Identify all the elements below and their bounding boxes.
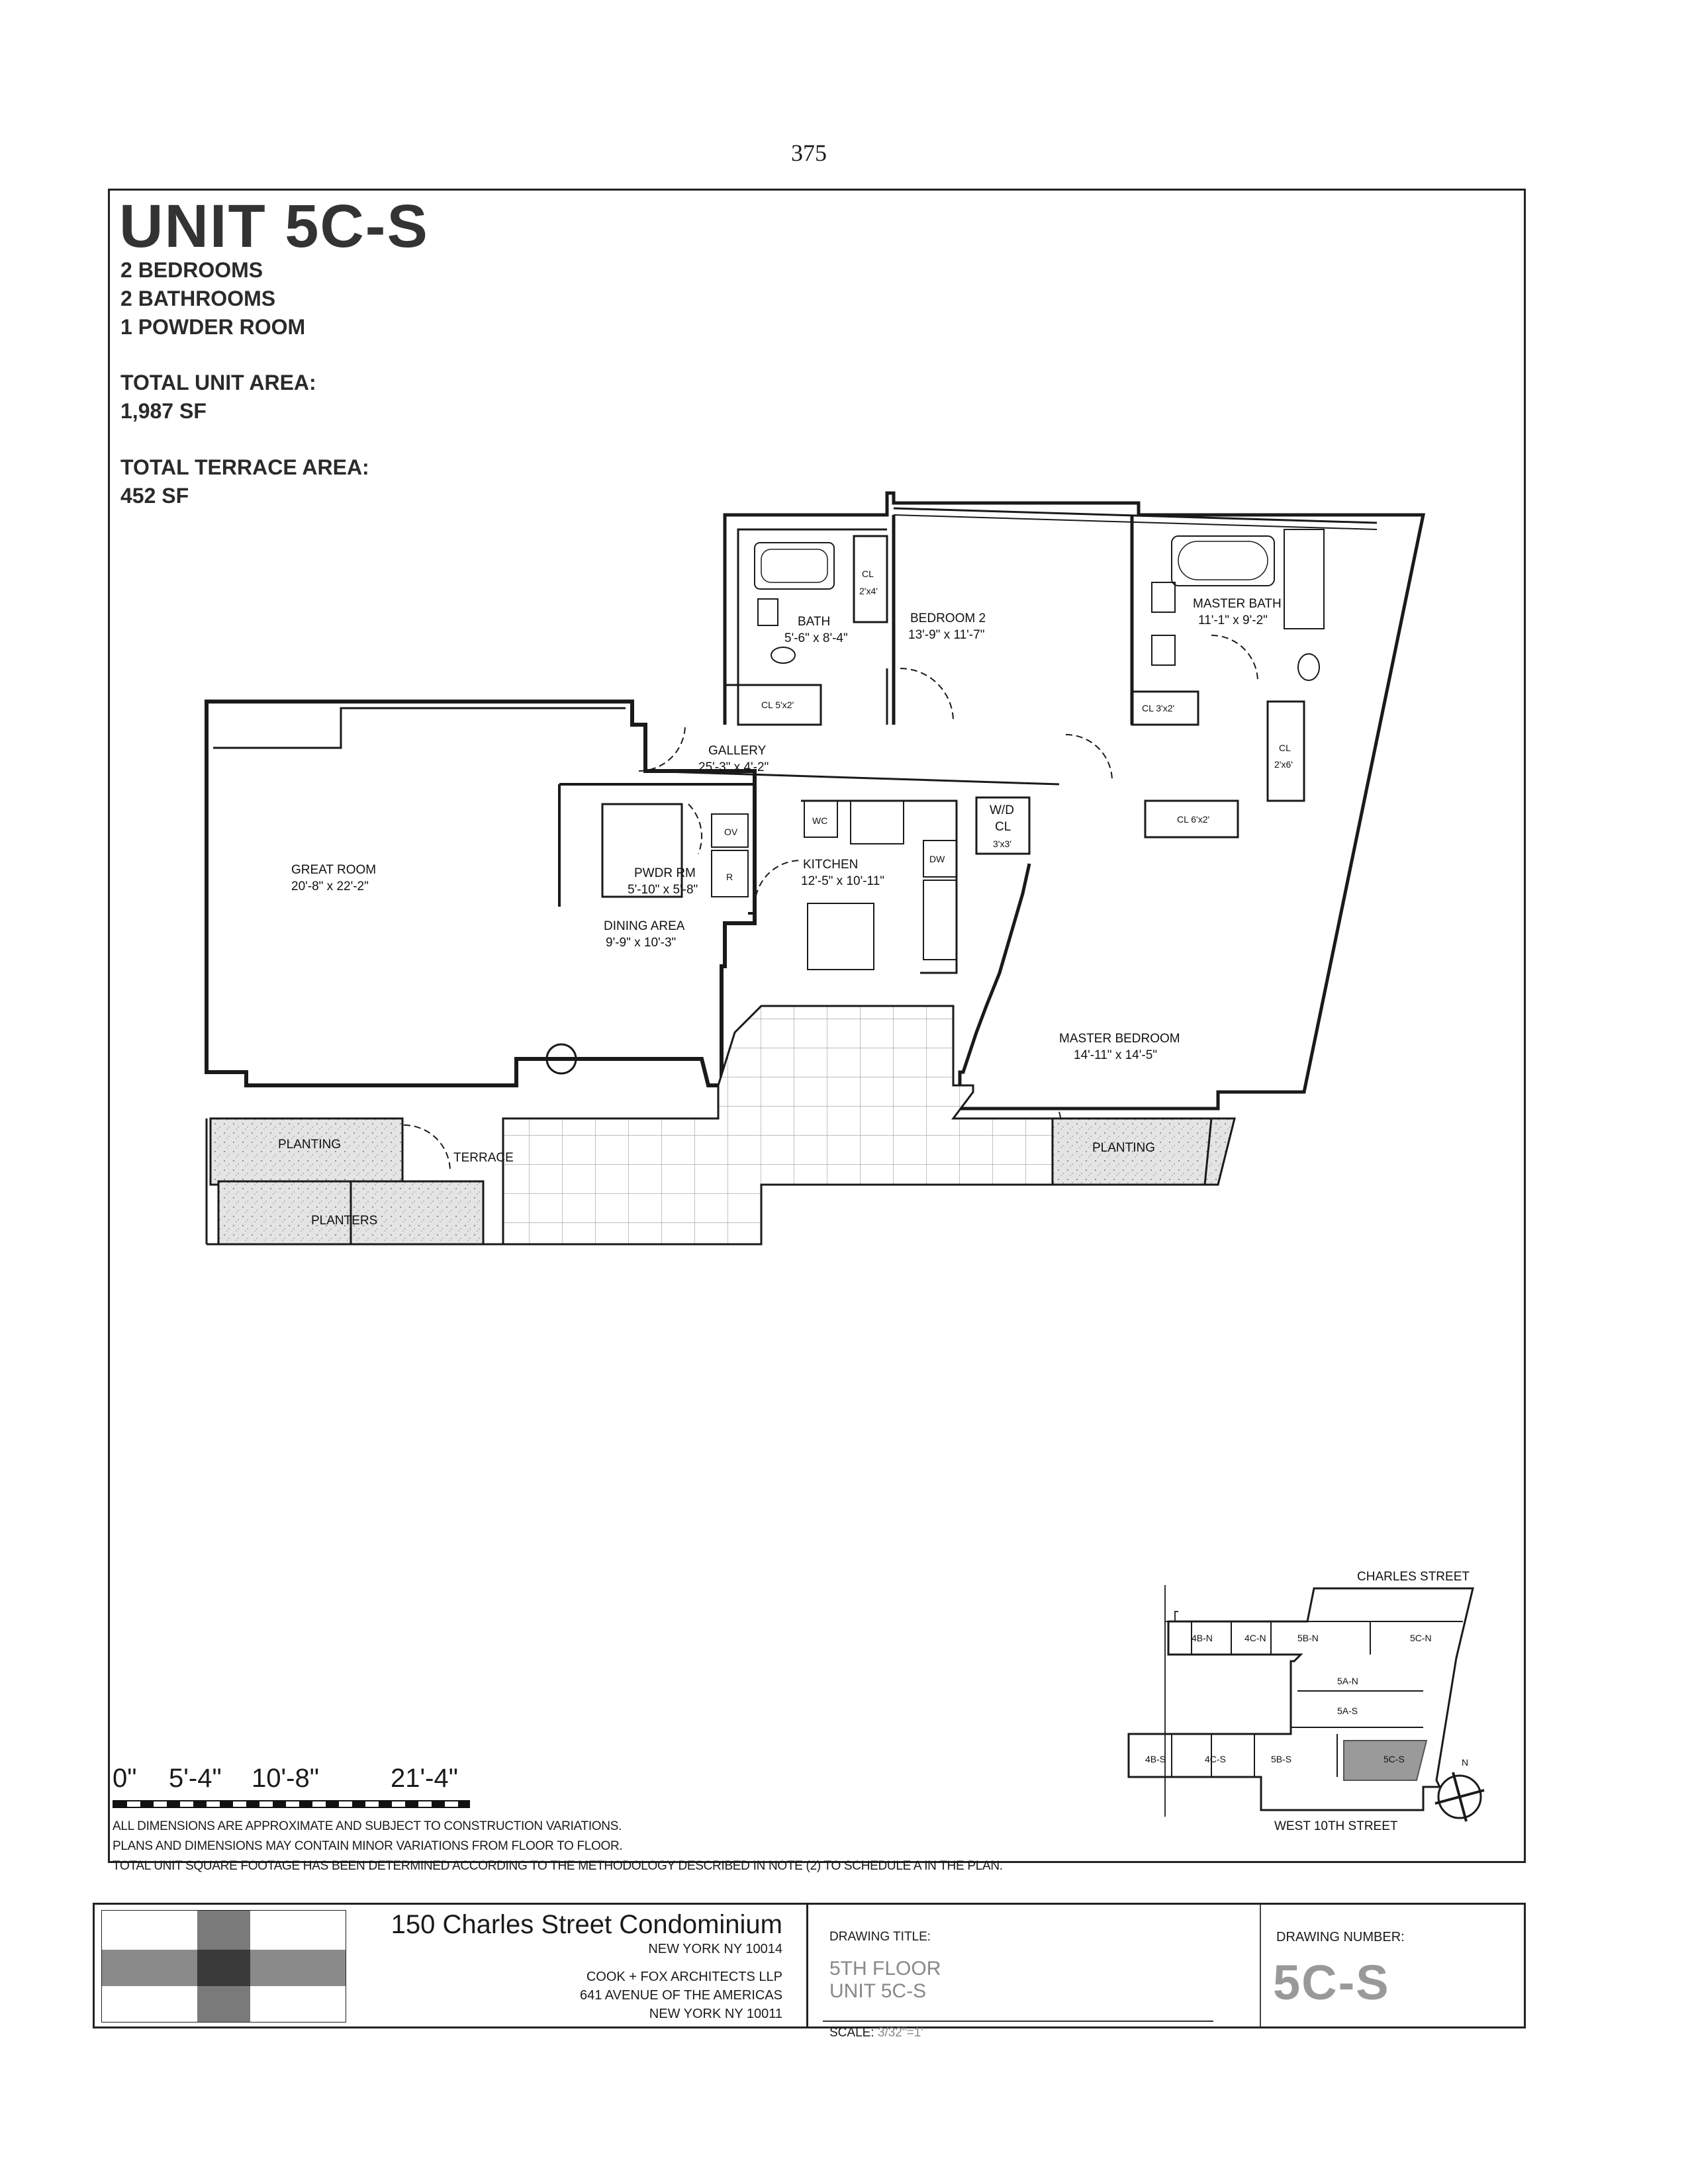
drawing-number-label: DRAWING NUMBER: (1276, 1930, 1405, 1944)
dining-dim: 9'-9" x 10'-3" (606, 936, 677, 950)
key-unit-4cs: 4C-S (1205, 1754, 1226, 1764)
key-unit-4cn: 4C-N (1244, 1633, 1266, 1643)
north-label: N (1462, 1757, 1469, 1768)
key-plan-street-bottom: WEST 10TH STREET (1274, 1819, 1398, 1833)
pwdr-label: PWDR RM (634, 866, 696, 880)
dining-label: DINING AREA (604, 919, 685, 933)
cl-2x6-dim: 2'x6' (1274, 759, 1293, 770)
unit-area-value: 1,987 SF (120, 399, 207, 423)
unit-title: UNIT 5C-S (119, 193, 429, 260)
dw-label: DW (929, 854, 945, 864)
cl-2x4-label: CL (862, 569, 874, 579)
key-unit-5bn: 5B-N (1297, 1633, 1319, 1643)
title-block-divider (806, 1905, 808, 2026)
master-bath-dim: 11'-1" x 9'-2" (1198, 614, 1268, 627)
bedroom2-dim: 13'-9" x 11'-7" (908, 628, 985, 642)
bathroom-count: 2 BATHROOMS (120, 287, 276, 310)
gallery-dim: 25'-3" x 4'-2" (698, 760, 769, 774)
key-unit-4bs: 4B-S (1145, 1754, 1166, 1764)
project-city: NEW YORK NY 10014 (648, 1942, 782, 1956)
pwdr-dim: 5'-10" x 5'-8" (628, 883, 698, 897)
wc-label: WC (812, 815, 828, 826)
bath-label: BATH (798, 615, 831, 629)
terrace-label: TERRACE (453, 1151, 514, 1165)
scale-bar (113, 1800, 470, 1808)
key-unit-5bs: 5B-S (1271, 1754, 1292, 1764)
scale-label-3: 21'-4" (391, 1764, 458, 1793)
great-room-label: GREAT ROOM (291, 863, 377, 877)
key-unit-5cn: 5C-N (1410, 1633, 1432, 1643)
great-room-dim: 20'-8" x 22'-2" (291, 880, 369, 893)
bath-dim: 5'-6" x 8'-4" (784, 631, 848, 645)
scale-info (829, 2026, 923, 2040)
key-unit-5an: 5A-N (1337, 1676, 1358, 1686)
page-number: 375 (791, 140, 827, 166)
project-name: 150 Charles Street Condominium (391, 1910, 782, 1939)
cl-6x2-label: CL 6'x2' (1177, 814, 1210, 825)
planters-label: PLANTERS (311, 1214, 378, 1228)
scale-label-2: 10'-8" (252, 1764, 319, 1793)
scale-label-1: 5'-4" (169, 1764, 222, 1793)
master-bath-label: MASTER BATH (1193, 597, 1282, 611)
cl-2x4-dim: 2'x4' (859, 586, 878, 596)
bedroom-count: 2 BEDROOMS (120, 258, 263, 282)
scale-label: SCALE: (829, 2026, 874, 2040)
drawing-title-line2: UNIT 5C-S (829, 1980, 927, 2002)
planting-left (211, 1118, 402, 1185)
wd-dim: 3'x3' (993, 839, 1011, 849)
terrace-area-value: 452 SF (120, 484, 189, 508)
master-bedroom-label: MASTER BEDROOM (1059, 1032, 1180, 1046)
key-unit-5as: 5A-S (1337, 1706, 1358, 1716)
drawing-number: 5C-S (1273, 1955, 1390, 2010)
drawing-title-label: DRAWING TITLE: (829, 1930, 931, 1944)
drawing-title (829, 1958, 941, 2003)
architect-info (580, 1968, 782, 2023)
planting-left-label: PLANTING (278, 1138, 342, 1152)
key-unit-5cs: 5C-S (1383, 1754, 1405, 1764)
planting-right-label: PLANTING (1092, 1141, 1156, 1155)
key-unit-4bn: 4B-N (1192, 1633, 1213, 1643)
key-plan-street-top: CHARLES STREET (1357, 1570, 1470, 1584)
terrace-area-label: TOTAL TERRACE AREA: (120, 455, 369, 479)
ov-label: OV (724, 827, 738, 837)
title-block-rule (823, 2021, 1213, 2022)
north-arrow-icon (1435, 1757, 1484, 1821)
scale-value: 3/32"=1' (877, 2026, 923, 2040)
title-block-divider-2 (1260, 1905, 1261, 2026)
wd-label: W/D (990, 803, 1014, 817)
gallery-label: GALLERY (708, 744, 767, 758)
planter-2 (351, 1181, 483, 1244)
cl-3x2-label: CL 3'x2' (1142, 703, 1175, 713)
title-block (93, 1903, 1526, 2040)
drawing-title-line1: 5TH FLOOR (829, 1958, 941, 1979)
architect-address: 641 AVENUE OF THE AMERICAS (579, 1988, 782, 2003)
wd-cl-label: CL (995, 820, 1011, 834)
planter-1 (218, 1181, 351, 1244)
key-plan (1129, 1570, 1484, 1833)
note-1: ALL DIMENSIONS ARE APPROXIMATE AND SUBJECT TO CONSTRUCTION VARIATIONS. (113, 1819, 622, 1833)
note-3: TOTAL UNIT SQUARE FOOTAGE HAS BEEN DETERMINED ACCORDING TO THE METHODOLOGY DESCRIBED IN NOTE (2) TO SCHEDULE A IN THE PLAN. (113, 1859, 1003, 1873)
master-bedroom-dim: 14'-11" x 14'-5" (1074, 1048, 1158, 1062)
unit-area-label: TOTAL UNIT AREA: (120, 371, 316, 394)
project-info (391, 1910, 782, 1958)
powder-room-count: 1 POWDER ROOM (120, 315, 306, 339)
architect-city: NEW YORK NY 10011 (649, 2007, 782, 2021)
cl-2x6-label: CL (1279, 743, 1291, 753)
architect-name: COOK + FOX ARCHITECTS LLP (586, 1970, 782, 1984)
cross-logo (101, 1910, 346, 2023)
bedroom2-label: BEDROOM 2 (910, 612, 986, 625)
kitchen-label: KITCHEN (803, 858, 859, 872)
note-2: PLANS AND DIMENSIONS MAY CONTAIN MINOR VARIATIONS FROM FLOOR TO FLOOR. (113, 1839, 623, 1853)
kitchen-dim: 12'-5" x 10'-11" (801, 874, 885, 888)
notes (113, 1817, 1003, 1876)
cl-5x2-label: CL 5'x2' (761, 700, 794, 710)
r-label: R (726, 872, 733, 882)
scale-label-0: 0" (113, 1764, 137, 1793)
